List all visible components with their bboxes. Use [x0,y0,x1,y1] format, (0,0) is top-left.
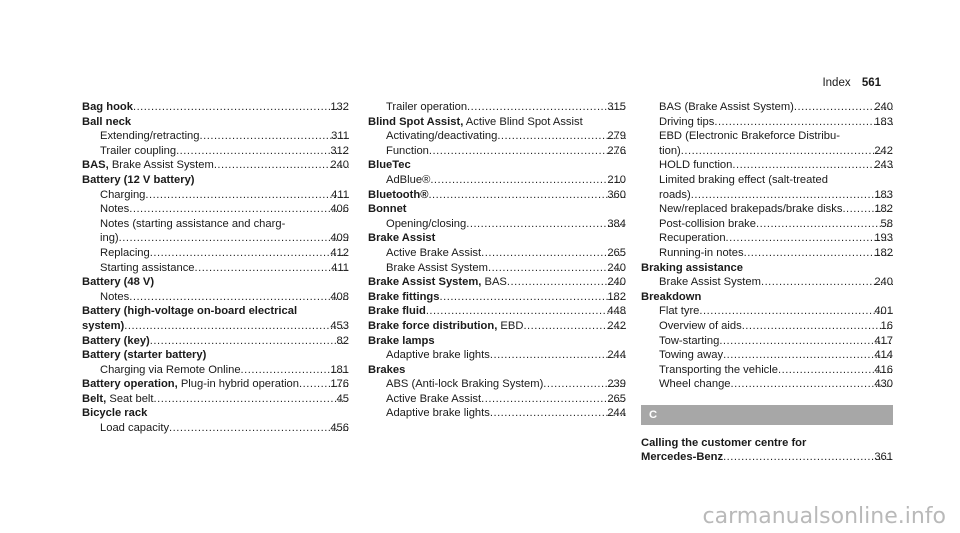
dot-leader [778,364,893,376]
index-subentry[interactable] [82,261,349,276]
dot-leader [681,145,893,157]
index-subentry[interactable] [368,377,626,392]
index-entry [82,115,349,130]
index-subentry[interactable] [82,231,349,246]
dot-leader [169,422,349,434]
subentry-text: Towing away [659,349,724,362]
page-reference[interactable]: 183 [874,188,893,201]
entry-heading: Battery (key) [82,334,150,347]
entry-text: EBD [497,319,524,332]
dot-leader [507,276,626,288]
subentry-text: Replacing [100,246,150,259]
index-entry [368,115,626,130]
page-reference[interactable]: 193 [874,232,893,245]
dot-leader [714,116,893,128]
entry-heading: system) [82,319,125,332]
page-reference[interactable]: 408 [330,290,349,303]
dot-leader [129,203,349,215]
index-subentry[interactable] [82,421,349,436]
subentry-text: Function [386,144,429,157]
page-reference[interactable]: 315 [607,101,626,113]
subentry-text: AdBlue® [386,173,431,186]
page-reference[interactable]: 311 [331,130,349,143]
index-entry [82,406,349,421]
subentry-text: Wheel change [659,378,731,391]
index-subentry[interactable] [641,334,893,349]
index-subentry[interactable] [368,144,626,159]
subentry-text: roads) [659,188,691,201]
dot-leader [429,145,626,157]
index-column-2 [368,100,626,421]
page-reference[interactable]: 181 [330,363,349,376]
index-entry[interactable] [82,100,349,115]
dot-leader [176,145,349,157]
page-reference[interactable]: 183 [874,115,893,128]
index-subentry[interactable] [82,188,349,203]
index-subentry[interactable] [82,202,349,217]
dot-leader [133,101,349,113]
subentry-text: Brake Assist System [659,276,761,289]
subentry-text: Flat tyre [659,305,700,318]
page-reference[interactable]: 453 [330,319,349,332]
subentry-text: Charging [100,188,146,201]
index-entry [82,275,349,290]
dot-leader [124,320,349,332]
entry-heading: Brakes [368,363,406,376]
entry-heading: Blind Spot Assist, [368,115,464,128]
index-subentry[interactable] [368,261,626,276]
subentry-text: Driving tips [659,115,715,128]
page-reference[interactable]: 239 [607,378,626,391]
dot-leader [154,393,349,405]
entry-heading: Bonnet [368,203,407,216]
entry-heading: Battery (12 V battery) [82,173,195,186]
dot-leader [150,247,349,259]
page-reference[interactable]: 409 [330,232,349,245]
dot-leader [842,203,893,215]
index-entry [368,363,626,378]
index-subentry[interactable] [641,348,893,363]
page-reference[interactable]: 265 [607,246,626,259]
index-entry[interactable] [641,450,893,465]
entry-heading: Battery (starter battery) [82,349,207,362]
index-column-1 [82,100,349,436]
index-entry [641,436,893,451]
index-subentry[interactable] [368,246,626,261]
index-subentry[interactable] [82,144,349,159]
index-entry[interactable] [82,377,349,392]
page-reference[interactable]: 243 [874,159,893,172]
index-entry[interactable] [82,319,349,334]
subentry-text: Limited braking effect (salt-treated [659,173,828,186]
dot-leader [699,305,893,317]
index-subentry[interactable] [641,158,893,173]
entry-heading: Belt, [82,392,107,405]
page-reference[interactable]: 240 [607,261,626,274]
page-reference[interactable]: 240 [330,159,349,172]
dot-leader [490,407,626,419]
page-reference[interactable]: 132 [330,101,349,113]
subentry-text: Adaptive brake lights [386,349,490,362]
dot-leader [723,349,893,361]
entry-heading: Battery operation, [82,378,178,391]
page-reference[interactable]: 244 [607,349,626,362]
subentry-text: Overview of aids [659,319,742,332]
page-reference[interactable]: 176 [330,378,349,391]
index-subentry[interactable] [641,100,893,115]
entry-heading: Mercedes-Benz [641,451,724,464]
dot-leader [440,291,627,303]
subentry-text: Notes [100,290,130,303]
dot-leader [195,262,349,274]
subentry-text: Brake Assist System [386,261,488,274]
dot-leader [523,320,626,332]
index-subentry[interactable] [641,231,893,246]
page-number: 561 [861,77,881,89]
index-entry [82,304,349,319]
entry-heading: Ball neck [82,115,132,128]
entry-heading: BlueTec [368,159,411,172]
subentry-text: Recuperation [659,232,726,245]
page-reference[interactable]: 242 [874,144,893,157]
subentry-text: Notes (starting assistance and charg- [100,217,286,230]
subentry-text: Tow-starting [659,334,720,347]
page-reference[interactable]: 240 [874,101,893,113]
page-reference[interactable]: 240 [874,276,893,289]
subentry-text: HOLD function [659,159,733,172]
index-entry[interactable] [82,158,349,173]
index-subentry[interactable] [641,188,893,203]
dot-leader [428,189,626,201]
index-entry [82,348,349,363]
index-entry [368,158,626,173]
subentry-text: Running-in notes [659,246,744,259]
page-reference[interactable]: 456 [330,422,349,435]
subentry-text: Load capacity [100,422,170,435]
subentry-text: Activating/deactivating [386,130,498,143]
entry-heading: Brake Assist [368,232,436,245]
index-subentry[interactable] [82,290,349,305]
dot-leader [744,247,893,259]
dot-leader [719,335,893,347]
dot-leader [481,393,626,405]
index-subentry[interactable] [641,246,893,261]
dot-leader [794,101,893,113]
index-entry [368,231,626,246]
index-subentry[interactable] [368,392,626,407]
subentry-text: Extending/retracting [100,130,200,143]
dot-leader [731,378,893,390]
dot-leader [742,320,893,332]
index-column-3 [641,100,893,465]
dot-leader [723,451,893,463]
entry-text: BAS [481,276,507,289]
index-subentry[interactable] [641,115,893,130]
dot-leader [488,262,626,274]
dot-leader [761,276,893,288]
page-reference[interactable]: 361 [874,451,893,464]
index-entry[interactable] [368,319,626,334]
page-reference[interactable]: 265 [607,392,626,405]
subentry-text: Opening/closing [386,217,467,230]
subentry-text: New/replaced brakepads/brake disks [659,203,843,216]
dot-leader [430,174,626,186]
index-entry[interactable] [368,304,626,319]
subentry-text: ing) [100,232,119,245]
page-reference[interactable]: 210 [607,173,626,186]
index-entry [368,334,626,349]
dot-leader [129,291,349,303]
index-subentry[interactable] [641,377,893,392]
page-reference[interactable]: 416 [874,363,893,376]
page-reference[interactable]: 411 [331,188,349,201]
page-reference[interactable]: 58 [880,217,893,230]
page-reference[interactable]: 244 [607,407,626,420]
entry-heading: Battery (48 V) [82,276,155,289]
index-subentry[interactable] [641,363,893,378]
dot-leader [756,218,893,230]
entry-heading: Bag hook [82,101,133,113]
dot-leader [726,232,893,244]
page-reference[interactable]: 182 [874,246,893,259]
subentry-text: ABS (Anti-lock Braking System) [386,378,544,391]
page-reference[interactable]: 414 [874,349,893,362]
subentry-text: EBD (Electronic Brakeforce Distribu- [659,130,840,143]
dot-leader [467,101,626,113]
entry-heading: Bluetooth® [368,188,429,201]
dot-leader [119,232,349,244]
entry-heading: Breakdown [641,290,702,303]
page-reference[interactable]: 182 [874,203,893,216]
index-subentry[interactable] [641,275,893,290]
entry-heading: Battery (high-voltage on-board electrical [82,305,298,318]
entry-heading: Brake Assist System, [368,276,482,289]
page-reference[interactable]: 384 [607,217,626,230]
index-entry[interactable] [82,334,349,349]
subentry-text: tion) [659,144,681,157]
index-subentry[interactable] [82,363,349,378]
index-subentry[interactable] [82,129,349,144]
index-subentry [641,173,893,188]
page-reference[interactable]: 448 [607,305,626,318]
index-subentry[interactable] [368,129,626,144]
index-entry [641,261,893,276]
index-subentry[interactable] [368,100,626,115]
page-reference[interactable]: 411 [331,261,349,274]
page-reference[interactable]: 406 [330,203,349,216]
page-reference[interactable]: 430 [874,378,893,391]
index-entry [82,173,349,188]
page-header [822,77,881,89]
index-letter-heading: C [641,405,893,425]
index-subentry[interactable] [641,144,893,159]
index-subentry[interactable] [82,246,349,261]
dot-leader [299,378,349,390]
subentry-text: Trailer coupling [100,144,177,157]
page-reference[interactable]: 45 [336,392,349,405]
subentry-text: Active Brake Assist [386,246,482,259]
dot-leader [490,349,626,361]
dot-leader [466,218,626,230]
entry-heading: BAS, [82,159,109,172]
subentry-text: Notes [100,203,130,216]
page-reference[interactable]: 240 [607,276,626,289]
dot-leader [214,159,349,171]
entry-heading: Bicycle rack [82,407,148,420]
page-reference[interactable]: 412 [330,246,349,259]
dot-leader [543,378,626,390]
page-reference[interactable]: 279 [607,130,626,143]
entry-heading: Brake fluid [368,305,426,318]
entry-heading: Braking assistance [641,261,743,274]
index-subentry [82,217,349,232]
page-reference[interactable]: 182 [607,290,626,303]
page-reference[interactable]: 276 [607,144,626,157]
dot-leader [241,364,349,376]
dot-leader [150,335,349,347]
subentry-text: Post-collision brake [659,217,757,230]
index-subentry[interactable] [368,406,626,421]
index-subentry[interactable] [641,304,893,319]
subentry-text: Transporting the vehicle [659,363,778,376]
dot-leader [481,247,626,259]
page-reference[interactable]: 360 [607,188,626,201]
index-subentry[interactable] [641,217,893,232]
page-reference[interactable]: 312 [330,144,349,157]
dot-leader [200,130,349,142]
page-reference[interactable]: 417 [874,334,893,347]
index-entry[interactable] [368,275,626,290]
index-subentry[interactable] [368,348,626,363]
subentry-text: Adaptive brake lights [386,407,490,420]
subentry-text: Trailer operation [386,101,468,113]
index-subentry[interactable] [368,217,626,232]
dot-leader [145,189,349,201]
subentry-text: BAS (Brake Assist System) [659,101,794,113]
entry-text: Brake Assist System [108,159,214,172]
dot-leader [426,305,626,317]
entry-text: Plug-in hybrid operation [177,378,300,391]
entry-heading: Brake lamps [368,334,435,347]
entry-heading: Brake fittings [368,290,440,303]
watermark: carmanualsonline.info [702,504,946,529]
page-reference[interactable]: 242 [607,319,626,332]
entry-text: Seat belt [106,392,154,405]
dot-leader [497,130,626,142]
entry-heading: Calling the customer centre for [641,436,807,449]
entry-heading: Brake force distribution, [368,319,498,332]
section-title: Index [822,77,851,89]
index-entry[interactable] [368,290,626,305]
subentry-text: Starting assistance [100,261,195,274]
index-entry [368,202,626,217]
index-entry [641,290,893,305]
page-reference[interactable]: 82 [336,334,349,347]
index-entry[interactable] [82,392,349,407]
dot-leader [732,159,893,171]
page-reference[interactable]: 401 [874,305,893,318]
index-subentry[interactable] [368,173,626,188]
dot-leader [691,189,893,201]
index-subentry[interactable] [641,319,893,334]
subentry-text: Charging via Remote Online [100,363,241,376]
index-subentry [641,129,893,144]
index-subentry[interactable] [641,202,893,217]
subentry-text: Active Brake Assist [386,392,482,405]
page-reference[interactable]: 16 [880,319,893,332]
entry-text: Active Blind Spot Assist [463,115,583,128]
index-entry[interactable] [368,188,626,203]
